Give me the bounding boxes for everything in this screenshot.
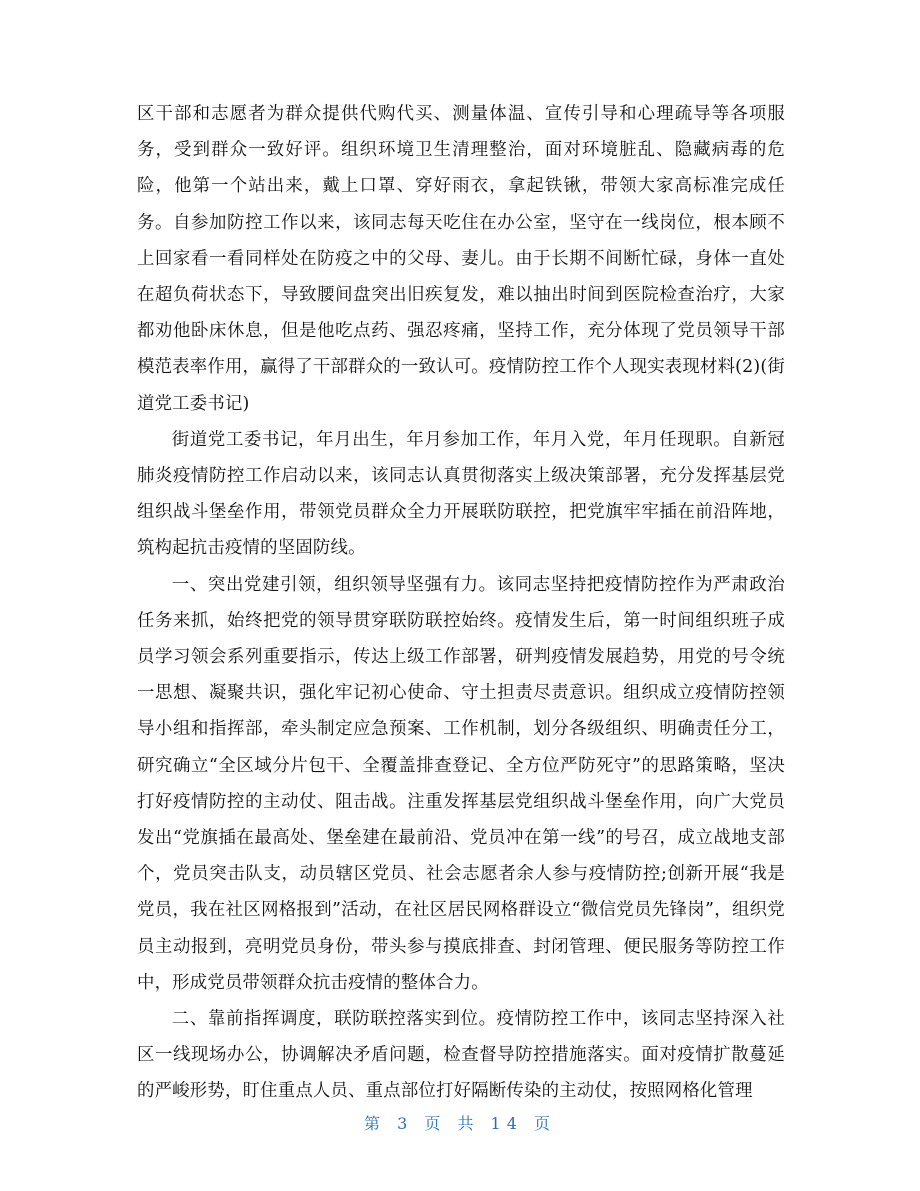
page-number-footer: 第 3 页 共 14 页 — [364, 1114, 556, 1133]
paragraph-section-two: 二、靠前指挥调度，联防联控落实到位。疫情防控工作中，该同志坚持深入社区一线现场办公，协调解决矛盾问题，检查督导防控措施落实。面对疫情扩散蔓延的严峻形势，盯住重点人员、重点部位打好隔断传染的主动仗，按照网格化管理 — [137, 1009, 785, 1102]
paragraph-intro: 街道党工委书记，年月出生，年月参加工作，年月入党，年月任现职。自新冠肺炎疫情防控工作启动以来，该同志认真贯彻落实上级决策部署，充分发挥基层党组织战斗堡垒作用，带领党员群众全力开展联防联控，把党旗牢牢插在前沿阵地，筑构起抗击疫情的坚固防线。 — [137, 429, 785, 559]
document-body — [137, 96, 785, 1110]
paragraph-section-one: 一、突出党建引领，组织领导坚强有力。该同志坚持把疫情防控作为严肃政治任务来抓，始终把党的领导贯穿联防联控始终。疫情发生后，第一时间组织班子成员学习领会系列重要指示，传达上级工作部署，研判疫情发展趋势，用党的号令统一思想、凝聚共识，强化牢记初心使命、守土担责尽责意识。组织成立疫情防控领导小组和指挥部，牵头制定应急预案、工作机制，划分各级组织、明确责任分工，研究确立“全区域分片包干、全覆盖排查登记、全方位严防死守”的思路策略，坚决打好疫情防控的主动仗、阻击战。注重发挥基层党组织战斗堡垒作用，向广大党员发出“党旗插在最高处、堡垒建在最前沿、党员冲在第一线”的号召，成立战地支部个，党员突击队支，动员辖区党员、社会志愿者余人参与疫情防控;创新开展“我是党员，我在社区网格报到”活动，在社区居民网格群设立“微信党员先锋岗”，组织党员主动报到，亮明党员身份，带头参与摸底排查、封闭管理、便民服务等防控工作中，形成党员带领群众抗击疫情的整体合力。 — [137, 574, 785, 993]
paragraph-continued: 区干部和志愿者为群众提供代购代买、测量体温、宣传引导和心理疏导等各项服务，受到群众一致好评。组织环境卫生清理整治，面对环境脏乱、隐藏病毒的危险，他第一个站出来，戴上口罩、穿好雨衣，拿起铁锹，带领大家高标准完成任务。自参加防控工作以来，该同志每天吃住在办公室，坚守在一线岗位，根本顾不上回家看一看同样处在防疫之中的父母、妻儿。由于长期不间断忙碌，身体一直处在超负荷状态下，导致腰间盘突出旧疾复发，难以抽出时间到医院检查治疗，大家都劝他卧床休息，但是他吃点药、强忍疼痛，坚持工作，充分体现了党员领导干部模范表率作用，赢得了干部群众的一致认可。疫情防控工作个人现实表现材料(2)(街道党工委书记) — [137, 104, 785, 414]
